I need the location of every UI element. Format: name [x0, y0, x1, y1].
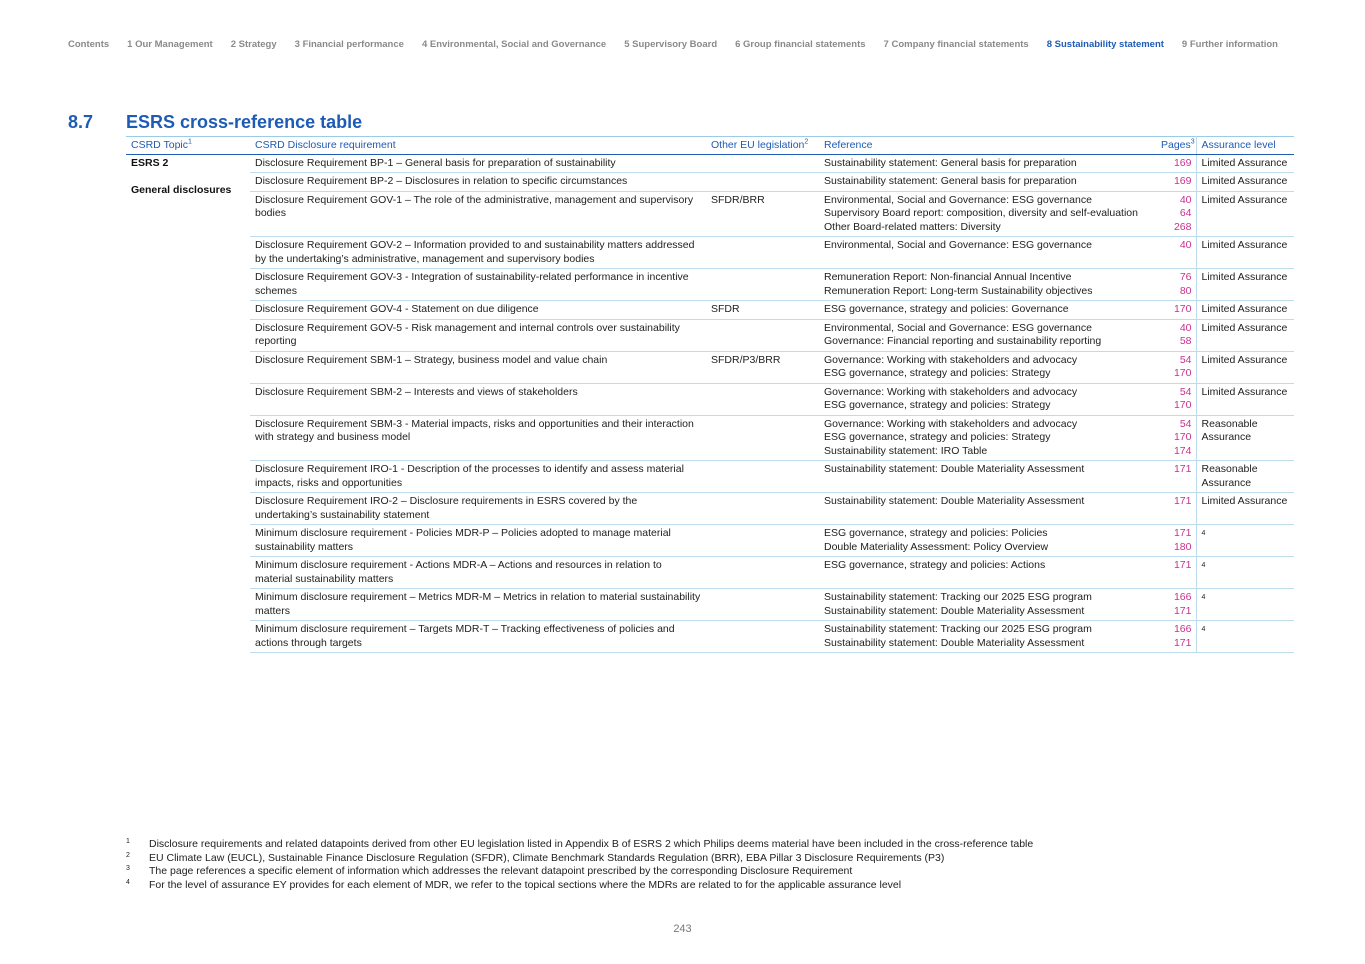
page-link[interactable]: 171 [1173, 527, 1192, 539]
requirement-cell: Disclosure Requirement IRO-1 - Description of the processes to identify and assess material impacts, risks and opportunities [250, 461, 706, 493]
page-link[interactable]: 174 [1173, 444, 1192, 457]
page-link[interactable]: 54 [1179, 417, 1192, 430]
assurance-level: Limited Assurance [1201, 385, 1288, 398]
legislation-cell [706, 493, 819, 525]
page-link[interactable]: 171 [1173, 463, 1192, 475]
requirement-cell: Disclosure Requirement BP-1 – General basis for preparation of sustainability [250, 154, 706, 173]
reference-cell [819, 319, 1156, 351]
assurance-cell [1196, 415, 1294, 461]
legislation-cell [706, 415, 819, 461]
page-link[interactable]: 170 [1173, 367, 1192, 379]
legislation-cell [706, 154, 819, 173]
reference-line: ESG governance, strategy and policies: Actions [824, 559, 1046, 571]
nav-item-7[interactable]: 7 Company financial statements [883, 39, 1029, 50]
table-row [126, 525, 1294, 557]
requirement-cell: Minimum disclosure requirement - Actions MDR-A – Actions and resources in relation to material sustainability matters [250, 557, 706, 589]
esrs-cross-reference-table [126, 136, 1294, 653]
topic-name: General disclosures [131, 184, 232, 196]
topic-code: ESRS 2 [131, 156, 169, 169]
pages-cell [1156, 191, 1196, 237]
assurance-cell [1196, 319, 1294, 351]
reference-line: Environmental, Social and Governance: ESG governance [824, 239, 1092, 251]
header-reference: Reference [819, 137, 1156, 155]
legislation-cell: SFDR [706, 301, 819, 320]
page-link[interactable]: 171 [1173, 495, 1192, 507]
assurance-cell [1196, 461, 1294, 493]
legislation-cell: SFDR/P3/BRR [706, 351, 819, 383]
page-link[interactable]: 169 [1173, 175, 1192, 187]
reference-line: Sustainability statement: Tracking our 2025 ESG program [824, 623, 1092, 635]
table-row [126, 269, 1294, 301]
requirement-cell: Disclosure Requirement GOV-5 - Risk management and internal controls over sustainability reporting [250, 319, 706, 351]
topic-cell [126, 154, 250, 653]
pages-cell [1156, 154, 1196, 173]
legislation-cell [706, 269, 819, 301]
assurance-cell [1196, 589, 1294, 621]
pages-cell [1156, 493, 1196, 525]
assurance-cell [1196, 493, 1294, 525]
requirement-cell: Disclosure Requirement SBM-1 – Strategy, business model and value chain [250, 351, 706, 383]
reference-line: ESG governance, strategy and policies: Strategy [824, 367, 1051, 379]
reference-line: Governance: Working with stakeholders and advocacy [824, 353, 1078, 366]
nav-item-8[interactable]: 8 Sustainability statement [1046, 39, 1164, 50]
page-link[interactable]: 64 [1179, 207, 1192, 219]
assurance-cell [1196, 269, 1294, 301]
footnote-marker: 4 [1201, 562, 1206, 569]
page-link[interactable]: 268 [1173, 220, 1192, 233]
nav-item-9[interactable]: 9 Further information [1181, 39, 1278, 50]
pages-cell [1156, 415, 1196, 461]
nav-item-4[interactable]: 4 Environmental, Social and Governance [421, 39, 607, 50]
footnote [126, 879, 1226, 893]
section-number: 8.7 [68, 112, 94, 132]
pages-cell [1156, 525, 1196, 557]
reference-line: Sustainability statement: Double Materiality Assessment [824, 495, 1085, 507]
assurance-cell [1196, 621, 1294, 653]
page-number: 243 [673, 923, 692, 935]
reference-line: ESG governance, strategy and policies: Policies [824, 527, 1048, 539]
table-row [126, 154, 1294, 173]
reference-line: Supervisory Board report: composition, diversity and self-evaluation [824, 207, 1138, 219]
assurance-cell [1196, 191, 1294, 237]
page-link[interactable]: 171 [1173, 604, 1192, 617]
reference-cell [819, 269, 1156, 301]
page-link[interactable]: 40 [1179, 239, 1192, 251]
header-topic: CSRD Topic$^1$ [126, 137, 250, 155]
footnote [126, 838, 1226, 852]
pages-cell [1156, 557, 1196, 589]
reference-cell [819, 191, 1156, 237]
assurance-level: Limited Assurance [1201, 353, 1288, 366]
reference-line: Remuneration Report: Long-term Sustainability objectives [824, 284, 1093, 297]
page-link[interactable]: 54 [1179, 353, 1192, 366]
requirement-cell: Minimum disclosure requirement – Metrics MDR-M – Metrics in relation to material sustainability matters [250, 589, 706, 621]
reference-cell [819, 525, 1156, 557]
legislation-cell [706, 173, 819, 192]
assurance-cell [1196, 237, 1294, 269]
page-link[interactable]: 169 [1173, 156, 1192, 169]
nav-item-0[interactable]: Contents [68, 39, 110, 50]
table-row [126, 493, 1294, 525]
reference-line: ESG governance, strategy and policies: Governance [824, 303, 1069, 315]
reference-line: Governance: Working with stakeholders and advocacy [824, 385, 1078, 398]
reference-line: Environmental, Social and Governance: ESG governance [824, 193, 1092, 206]
header-requirement: CSRD Disclosure requirement [250, 137, 706, 155]
assurance-level: Reasonable Assurance [1201, 417, 1258, 443]
reference-cell [819, 383, 1156, 415]
legislation-cell [706, 237, 819, 269]
assurance-level: Limited Assurance [1201, 156, 1288, 169]
page-link[interactable]: 40 [1179, 193, 1192, 206]
assurance-cell [1196, 301, 1294, 320]
reference-line: Sustainability statement: Double Materiality Assessment [824, 636, 1085, 649]
table-row [126, 301, 1294, 320]
pages-cell [1156, 589, 1196, 621]
table-row [126, 415, 1294, 461]
footnote-text: Disclosure requirements and related datapoints derived from other EU legislation listed in Appendix B of ESRS 2 which Philips deems material have been included in the cross-reference table [149, 838, 1034, 850]
reference-cell [819, 237, 1156, 269]
assurance-level: Limited Assurance [1201, 271, 1288, 283]
page-link[interactable]: 170 [1173, 431, 1192, 443]
reference-line: ESG governance, strategy and policies: Strategy [824, 431, 1051, 443]
requirement-cell: Minimum disclosure requirement - Policies MDR-P – Policies adopted to manage material sustainability matters [250, 525, 706, 557]
requirement-cell: Disclosure Requirement GOV-1 – The role of the administrative, management and supervisory bodies [250, 191, 706, 237]
legislation-cell [706, 383, 819, 415]
pages-cell [1156, 319, 1196, 351]
header-pages: Pages$^3$ [1156, 137, 1196, 155]
legislation-cell: SFDR/BRR [706, 191, 819, 237]
footnote-text: For the level of assurance EY provides for each element of MDR, we refer to the topical sections where the MDRs are related to for the applicable assurance level [149, 878, 902, 891]
reference-cell [819, 154, 1156, 173]
assurance-cell [1196, 351, 1294, 383]
pages-cell [1156, 383, 1196, 415]
header-legislation: Other EU legislation$^2$ [706, 137, 819, 155]
nav-item-6[interactable]: 6 Group financial statements [735, 39, 866, 50]
table-row [126, 621, 1294, 653]
requirement-cell: Disclosure Requirement SBM-3 - Material impacts, risks and opportunities and their interaction with strategy and business model [250, 415, 706, 461]
table-row [126, 461, 1294, 493]
assurance-cell [1196, 383, 1294, 415]
footnote [126, 865, 1226, 879]
assurance-cell [1196, 173, 1294, 192]
table-row [126, 383, 1294, 415]
nav-item-5[interactable]: 5 Supervisory Board [624, 39, 718, 50]
reference-line: Sustainability statement: General basis for preparation [824, 156, 1077, 169]
legislation-cell [706, 525, 819, 557]
reference-cell [819, 173, 1156, 192]
footnote-number: 1 [126, 838, 130, 845]
requirement-cell: Minimum disclosure requirement – Targets MDR-T – Tracking effectiveness of policies and actions through targets [250, 621, 706, 653]
requirement-cell: Disclosure Requirement GOV-3 - Integration of sustainability-related performance in incentive schemes [250, 269, 706, 301]
legislation-cell [706, 621, 819, 653]
page-link[interactable]: 58 [1179, 335, 1192, 347]
reference-line: Environmental, Social and Governance: ESG governance [824, 321, 1092, 334]
footnote-number: 3 [126, 865, 130, 873]
top-navigation [68, 39, 1305, 50]
table-header-row [126, 137, 1294, 155]
reference-line: Other Board-related matters: Diversity [824, 220, 1001, 233]
assurance-cell [1196, 525, 1294, 557]
reference-line: Governance: Working with stakeholders and advocacy [824, 417, 1078, 430]
assurance-level: Limited Assurance [1201, 495, 1288, 507]
assurance-cell [1196, 154, 1294, 173]
footnote-marker: 4 [1201, 530, 1206, 537]
reference-line: Remuneration Report: Non-financial Annual Incentive [824, 271, 1072, 283]
page-link[interactable]: 170 [1173, 303, 1192, 315]
page-link[interactable]: 166 [1173, 591, 1192, 603]
reference-cell [819, 461, 1156, 493]
reference-line: ESG governance, strategy and policies: Strategy [824, 399, 1051, 411]
assurance-level: Reasonable Assurance [1201, 463, 1258, 489]
reference-line: Double Materiality Assessment: Policy Overview [824, 540, 1049, 553]
requirement-cell: Disclosure Requirement IRO-2 – Disclosure requirements in ESRS covered by the undertaking’s sustainability statement [250, 493, 706, 525]
pages-cell [1156, 301, 1196, 320]
reference-line: Sustainability statement: Double Materiality Assessment [824, 463, 1085, 475]
section-title: ESRS cross-reference table [126, 112, 363, 132]
page-link[interactable]: 170 [1173, 399, 1192, 411]
page-link[interactable]: 166 [1173, 623, 1192, 635]
assurance-level: Limited Assurance [1201, 239, 1288, 251]
table-row [126, 173, 1294, 192]
table-row [126, 351, 1294, 383]
assurance-level: Limited Assurance [1201, 321, 1288, 334]
page-link[interactable]: 80 [1179, 284, 1192, 297]
pages-cell [1156, 237, 1196, 269]
reference-cell [819, 493, 1156, 525]
header-assurance: Assurance level [1196, 137, 1294, 155]
page-link[interactable]: 180 [1173, 540, 1192, 553]
assurance-level: Limited Assurance [1201, 175, 1288, 187]
footnote-text: EU Climate Law (EUCL), Sustainable Finance Disclosure Regulation (SFDR), Climate Benchmark Standards Regulation (BRR), EBA Pillar 3 Disclosure Requirements (P3) [149, 851, 945, 864]
reference-cell [819, 301, 1156, 320]
reference-cell [819, 557, 1156, 589]
page-link[interactable]: 171 [1173, 559, 1192, 571]
reference-line: Sustainability statement: IRO Table [824, 444, 988, 457]
page-link[interactable]: 40 [1179, 321, 1192, 334]
reference-line: Governance: Financial reporting and sustainability reporting [824, 335, 1102, 347]
legislation-cell [706, 319, 819, 351]
legislation-cell [706, 557, 819, 589]
pages-cell [1156, 269, 1196, 301]
table-row [126, 237, 1294, 269]
reference-cell [819, 621, 1156, 653]
reference-cell [819, 415, 1156, 461]
assurance-cell [1196, 557, 1294, 589]
assurance-level: Limited Assurance [1201, 193, 1288, 206]
reference-line: Sustainability statement: General basis for preparation [824, 175, 1077, 187]
pages-cell [1156, 351, 1196, 383]
footnote-number: 2 [126, 851, 130, 859]
footnote-number: 4 [126, 878, 130, 886]
reference-cell [819, 351, 1156, 383]
footnote-marker: 4 [1201, 594, 1206, 601]
footnote-text: The page references a specific element of information which addresses the relevant datapoint prescribed by the corresponding Disclosure Requirement [149, 865, 853, 878]
reference-line: Sustainability statement: Tracking our 2025 ESG program [824, 591, 1092, 603]
footnote [126, 852, 1226, 866]
legislation-cell [706, 461, 819, 493]
pages-cell [1156, 461, 1196, 493]
reference-line: Sustainability statement: Double Materiality Assessment [824, 604, 1085, 617]
page-link[interactable]: 54 [1179, 385, 1192, 398]
table-row [126, 557, 1294, 589]
requirement-cell: Disclosure Requirement GOV-4 - Statement on due diligence [250, 301, 706, 320]
pages-cell [1156, 621, 1196, 653]
pages-cell [1156, 173, 1196, 192]
requirement-cell: Disclosure Requirement BP-2 – Disclosures in relation to specific circumstances [250, 173, 706, 192]
table-row [126, 191, 1294, 237]
legislation-cell [706, 589, 819, 621]
page-link[interactable]: 171 [1173, 636, 1192, 649]
requirement-cell: Disclosure Requirement SBM-2 – Interests and views of stakeholders [250, 383, 706, 415]
footnotes [126, 838, 1226, 892]
table-row [126, 319, 1294, 351]
page-link[interactable]: 76 [1179, 271, 1192, 283]
table-row [126, 589, 1294, 621]
nav-item-2[interactable]: 2 Strategy [230, 39, 277, 50]
nav-item-3[interactable]: 3 Financial performance [294, 39, 404, 50]
footnote-marker: 4 [1201, 626, 1206, 633]
requirement-cell: Disclosure Requirement GOV-2 – Information provided to and sustainability matters addressed by the undertaking’s administrative, management and supervisory bodies [250, 237, 706, 269]
reference-cell [819, 589, 1156, 621]
nav-item-1[interactable]: 1 Our Management [127, 39, 213, 50]
assurance-level: Limited Assurance [1201, 303, 1288, 315]
